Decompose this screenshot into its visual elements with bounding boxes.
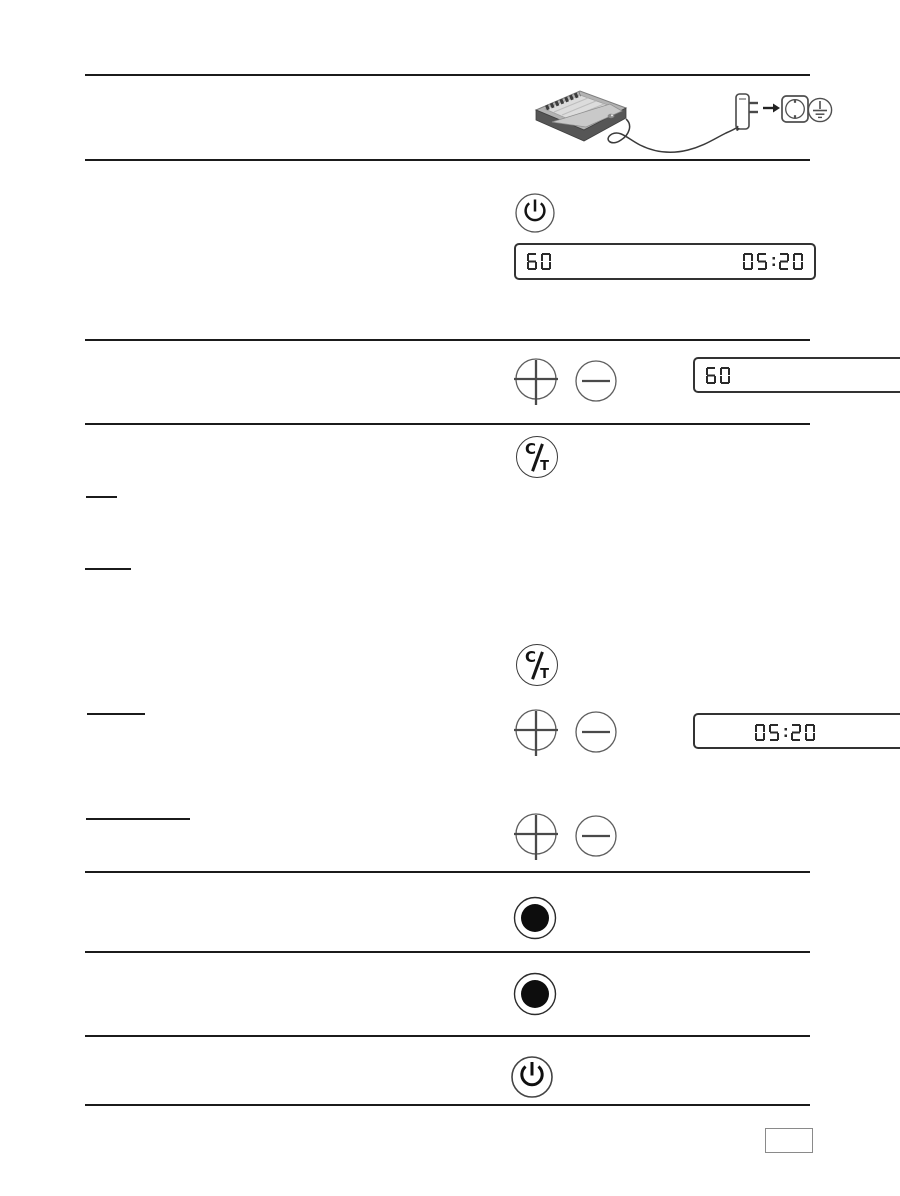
ct-letter-t: T [540,459,549,474]
lcd-display-time [693,713,900,749]
section-divider [85,74,810,76]
arrow-right-icon [763,104,780,113]
section-divider [85,951,810,953]
product-illustration [530,80,835,160]
underlined-heading-rule [86,496,117,498]
ct-button-icon [516,644,558,686]
section-divider [85,339,810,341]
wall-socket-icon [782,96,808,122]
power-button-icon [515,193,555,233]
section-divider [85,1104,810,1106]
underlined-heading-rule [85,568,131,570]
page-number-block [765,1128,813,1153]
lcd-time-value [755,724,815,741]
black-dot-button-icon [513,972,557,1016]
minus-button-icon [574,814,618,858]
lcd-display-temperature [693,357,900,393]
ct-letter-c: C [525,648,537,666]
section-divider [85,423,810,425]
ct-button-icon [516,436,558,478]
lcd-temperature-value [527,253,551,270]
lcd-display-main [514,243,816,280]
plus-button-icon [513,812,559,862]
earth-ground-icon [808,98,831,121]
plus-button-icon [513,357,559,407]
ct-letter-c: C [525,440,537,458]
section-divider [85,1035,810,1037]
underlined-heading-rule [86,818,190,820]
power-button-icon [511,1056,553,1098]
minus-button-icon [574,710,618,754]
lcd-time-value [743,253,803,270]
power-plug-icon [736,94,758,130]
black-dot-button-icon [513,896,557,940]
lcd-temperature-value [706,367,730,384]
underlined-heading-rule [87,713,145,715]
section-divider [85,871,810,873]
power-cord [608,119,739,152]
plus-button-icon [513,708,559,758]
minus-button-icon [574,359,618,403]
ct-letter-t: T [540,667,549,682]
